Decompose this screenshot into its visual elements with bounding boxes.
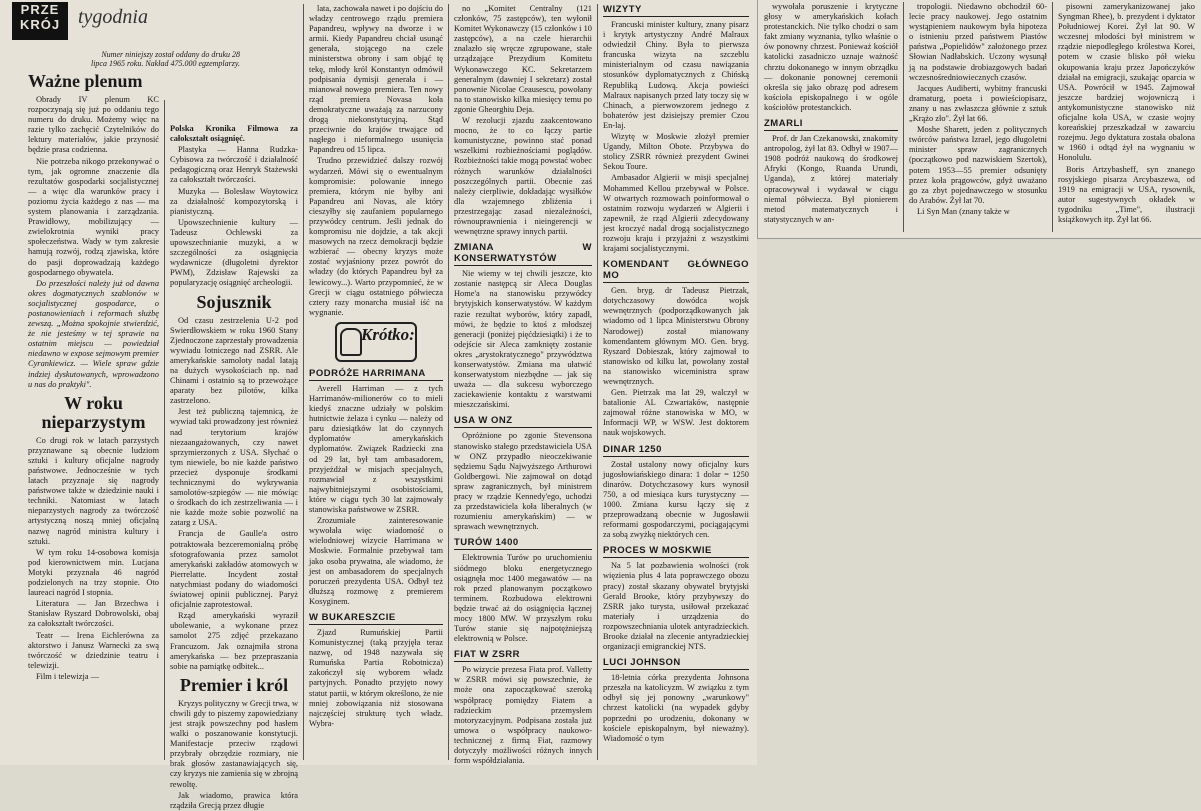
paragraph: Gen. bryg. dr Tadeusz Pietrzak, dotychczasowy dowódca wojsk wewnętrznych (podporządkowanych jak wiadomo od 1 lipca Ministerstwu Obrony Narodowej) został mianowany komendantem głównym MO. Gen. bryg. Ryszard Dobieszak, który zajmował to stanowisko od kilku lat, powołany został na stanowisko wiceministra spraw wewnętrznych. [603,286,749,386]
heading-sojusznik: Sojusznik [196,291,272,312]
paragraph: Po wizycie prezesa Fiata prof. Valletty w ZSRR mówi się powszechnie, że może ona zapoczątkować szeroką współpracę pomiędzy Fiatem a radzieckim przemysłem motoryzacyjnym. Podpisana została już umowa o współpracy naukowo-technicznej z firmą Fiat, razmowy dotyczyły możliwości różnych innych form współdziałania. [454,665,592,766]
paragraph: Teatr — Irena Eichlerówna za aktorstwo i Janusz Warnecki za swą twórczość w dziedzinie teatru i telewizji. [28,630,159,670]
heading-dinar: DINAR 1250 [603,444,749,457]
column-rule [903,2,904,232]
heading-turow: TURÓW 1400 [454,537,592,550]
hand-icon [340,328,362,356]
krotko-label: Krótko: [361,324,415,344]
paragraph: Gen. Pietrzak ma lat 29, walczył w batalionie AL Czwartaków, następnie zajmował różne stanowiska w MO, w Informacji WP, w WSW. Jest doktorem nauk wojskowych. [603,388,749,438]
paragraph: Averell Harriman — z tych Harrimanów-milionerów co to mieli kiedyś znaczne udziały w polskim hutnictwie żelaza i cynku — należy od paru dziesiątków lat do czynnych dyplomatów amerykańskich dyplomatów. Związek Radziecki zna od 29 lat, był tam ambasadorem, przyjeżdżał w misjach specjalnych, rozmawiał z wszystkimi najwybitniejszymi osobistościami, które w ciągu tych 30 lat zajmowały stanowiska państwowe w ZSRR. [309,383,443,515]
heading-podroze-harrimana: PODRÓŻE HARRIMANA [309,368,443,381]
paragraph: Film i telewizja — [36,671,100,681]
paragraph: Jacques Audiberti, wybitny francuski dramaturg, poeta i powieściopisarz, znany u nas zwłaszcza głównie z sztuk „Krążo zło". Żył lat 66. [909,83,1047,124]
paragraph: Trudno przewidzieć dalszy rozwój wydarzeń. Mówi się o ewentualnym kompromisie: polowanie innego premiera, którym nie byłby ani Papandreu ani Novas, ale który cieszyłby się zaufaniem popularnego przywódcy centrum. Jeśli jednak do kompromisu nie dojdzie, a tak akcji masowych na rzecz demokracji będzie wzbierać — obecny kryzys może zostać wyjaśniony przez powrót do władzy (do których Papandreu był za lewicowy...). Warto przypomnieć, że w Grecji w ciągu ostatniego półwiecza cztery razy monarcha musiał iść na wygnanie. [309,156,443,317]
column-3 [309,4,443,762]
paragraph: Plastyka — Hanna Rudzka-Cybisowa za twórczość i działalność pedagogiczną oraz Henryk Stażewski za całokształt twórczości. [170,145,298,185]
paragraph: Nie potrzeba nikogo przekonywać o tym, jak ogromne znaczenie dla rezultatów gospodarki socjalistycznej — a więc dla warunków pracy i poziomu życia każdego z nas — ma system planowania i zarządzania. Prawidłowy, mobilizujący — zwielokrotnia wyniki pracy społeczeństwa. Wady w tym zakresie hamują rozwój, rodzą zjawiska, które do pasji doprowadzają każdego gospodarnego obywatela. [28,156,159,277]
paragraph: Rząd amerykański wyraził ubolewanie, a wykonane przez samolot 275 zdjęć przekazano Francuzom. Jak oznajmiła strona amerykańska — bez przepraszania sobie na pamiątkę odbitek... [170,611,298,671]
paragraph: Zrozumiałe zainteresowanie wywołała więc wiadomość o wielodniowej wizycie Harrimana w Moskwie. Formalnie przebywał tam jako osoba prywatna, ale wiadomo, że jest on ambasadorem do specjalnych poruczeń prezydenta USA. Odbył też dłuższą rozmowę z premierem Kosyginem. [309,516,443,606]
print-note: Numer niniejszy został oddany do druku 28 lipca 1965 roku. Nakład 475.000 egzemplarzy. [90,50,240,68]
krotko-emblem [335,322,417,362]
heading-w-roku-nieparzystym: W roku nieparzystym [41,392,146,432]
paragraph: Od czasu zestrzelenia U-2 pod Swierdłowskiem w roku 1960 Stany Zjednoczone zaprzestały prowadzenia wywiadu lotniczego nad ZSRR. Ale amerykańskie samoloty nadal latają na dużych wysokościach np. nad Chinami i ostatnio są to przewożące aparaty bez pilotów, kilka zastrzelono. [170,315,298,406]
masthead-subtitle: tygodnia [78,6,148,28]
paragraph: Boris Artzybasheff, syn znanego rosyjskiego pisarza Arcybaszewa, od 1919 na emigracji w USA, rysownik, autor sugestywnych okładek w tygodniku „Time", ilustracji książkowych itp. Żył lat 66. [1058,164,1195,224]
heading-zmiana: ZMIANA W KONSERWATYSTÓW [454,242,592,265]
paragraph: Co drugi rok w latach parzystych przyznawane są obecnie ludziom sztuki i kultury oficjalne nagrody państwowe. Jednocześnie w tych latach przyznaje się nagrody państwowe także w dziedzinie nauki i techniki. Natomiast w latach nieparzystych nagrody za twórczość artystyczną noszą mniej oficjalną nazwę nagród ministra kultury i sztuki. [28,435,159,546]
heading-proces: PROCES W MOSKWIE [603,545,749,558]
column-rule [164,100,165,760]
paragraph: Nie wiemy w tej chwili jeszcze, kto zostanie następcą sir Aleca Douglas Home'a na stanowisku przywódcy brytyjskich konserwatystów. W każdym razie rezultat wyborów, który zapadł, mówi, że będzie to ktoś z młodszej generacji (poniżej pięćdziesiątki) i że to odejście sir Aleca zamknięty zostanie okres „arystokratycznego" przywództwa konserwatystów. Zmiana ma ułatwić konserwatystom niezbędne — jak się uważa — dla sukcesu wyborczego zaciekawienie kontaktu z warstwami mieszczańskimi. [454,269,592,410]
paragraph: Na 5 lat pozbawienia wolności (rok więzienia plus 4 lata poprawczego obozu pracy) został skazany obywatel brytyjski Gerald Brooke, który przybywszy do ZSRR jako turysta, usiłował przekazać materiały i urządzenia do rozpowszechniania ulotek antyradzieckich. Brooke działał na zlecenie antyradzieckiej organizacji emigranckiej NTS. [603,561,749,652]
paragraph: 18-letnia córka prezydenta Johnsona przeszła na katolicyzm. W związku z tym odbył się jej ponowny „warunkowy" chrzest katolicki (na wypadek gdyby poprzedni po urodzeniu, dokonany w kościele episkopalnym, był nieważny). Wiadomość o tym [603,673,749,743]
paragraph: lata, zachowała nawet i po dojściu do władzy centrowego rządu premiera Papandreu, wpływy na dworze i w armii. Kiedy Papandreu chciał usunąć generała, stojącego na czele ministerstwa obrony i sam objąć tę tekę, młody król Konstantyn odmówił podpisania dymisji generała i — mianował nowego premiera. Ten nowy rząd premiera Novasa koła demokratyczne uważają za narzucony drogą niekonstytucyjną. Stąd przeciwnie do krajów trwające od nagłego i nieformalnego usunięcia Papandreu od 15 lipca. [309,4,443,155]
right-column-2 [909,2,1047,234]
paragraph: Został ustalony nowy oficjalny kurs jugosłowiańskiego dinara: 1 dolar = 1250 dinarów. Dotychczasowy kurs wynosił 750, a od miesiąca kurs turystyczny — 1000. Zmiana kursu łączy się z przeprowadzaną obecnie w Jugosławii reformami gospodarczymi, pociągającymi za sobą zwyżkę niektórych cen. [603,459,749,540]
paragraph: Wizytę w Moskwie złożył premier Ugandy, Milton Obote. Przybywa do stolicy ZSRR również prezydent Gwinei Sekou Toure. [603,132,749,172]
heading-w-bukareszcie: W BUKARESZCIE [309,612,443,625]
paragraph: Li Syn Man (znany także w [917,206,1010,216]
column-5 [603,4,749,762]
paragraph: Literatura — Jan Brzechwa i Stanisław Ryszard Dobrowolski, obaj za całokształt twórczości. [28,599,159,629]
column-4 [454,4,592,766]
paragraph: Ambasador Algierii w misji specjalnej Mohammed Kellou przebywał w Polsce. W otwartych rozmowach poinformował o ostatnim rozwoju wydarzeń w Algierii i zapewnił, że rząd Algierii zdecydowany jest kroczyć nadal drogą socjalistycznego rozwoju kraju i przyjaźni z wszystkimi krajami socjalistycznymi. [603,173,749,254]
paragraph: wywołała poruszenie i krytyczne głosy w amerykańskich kołach protestanckich. Nie tylko chodzi o sam fakt zmiany wyznania, tylko właśnie o ów ponowny chrzest. Ponieważ kościół katolicki zasadniczo uznaje ważność chrztu dokonanego w innym obrządku — dokonanie ponownej ceremonii określa się jako obrazę pod adresem kościoła episkopalnego i w ogóle kościołów protestanckich. [764,2,898,112]
heading-premier-i-krol: Premier i król [179,674,289,695]
column-rule [597,4,598,760]
paragraph: Jak wiadomo, prawica która rządziła Grecją przez długie [170,790,298,810]
paragraph: Upowszechnienie kultury — Tadeusz Ochlewski za upowszechnianie muzyki, a w szczególności za osiągnięcia wydawnicze (długoletni dyrektor PWM), Zdzisław Rajewski za popularyzację osiągnięć archeologii. [170,217,298,288]
paragraph: Zjazd Rumuńskiej Partii Komunistycznej (taką przyjęła teraz nazwę, od 1948 nazywała się Rumuńska Partia Robotnicza) zakończył się wyborem władz partyjnych. Ponadto przyjęto nowy statut partii, w którym określono, że nie mniej zobowiązania niż stosowana najczęściej strukturę tych władz. Wybra- [309,627,443,728]
column-rule [1052,2,1053,232]
column-rule [303,4,304,760]
masthead [12,2,232,46]
logo-line2: KRÓJ [19,17,61,32]
heading-komendant: KOMENDANT GŁÓWNEGO MO [603,259,749,282]
column-rule [448,4,449,760]
heading-luci-johnson: LUCI JOHNSON [603,657,749,670]
paragraph: Jest też publiczną tajemnicą, że wywiad taki prowadzony jest również nad terytorium krajów niezaangażowanych, czy nawet sprzymierzonych z USA. Słychać o tym niewiele, bo nie każde państwo przecież dysponuje środkami technicznymi do wykrywania samolotów-szpiegów — nie mówiąc o środkach do ich zestrzeliwania — i nie każde może sobie pozwolić na zatarg z USA. [170,407,298,528]
paragraph: Polska Kronika Filmowa za całokształt osiągnięć. [170,124,298,144]
heading-zmarli: ZMARLI [764,118,898,131]
column-2 [170,124,299,810]
heading-wazne-plenum: Ważne plenum [28,71,143,91]
paragraph: Elektrownia Turów po uruchomieniu siódmego bloku energetycznego osiągnęła moc 1400 megawatów — na rok przed planowanym początkowo terminem. Rozbudowa elektrowni będzie trwać aż do osiągnięcia łącznej mocy 1800 MW. W przyszłym roku Turów stanie się najpotężniejszą elektrownią w Polsce. [454,553,592,644]
paragraph: Francja de Gaulle'a ostro potraktowała bezceremonialną próbę sfotografowania przez samolot amerykański zakładów atomowych w Pierrelatte. Incydent został natychmiast podany do wiadomości światowej opinii publicznej. Paryż oficjalnie zaprotestował. [170,529,298,610]
paragraph: pisowni zamerykanizowanej jako Syngman Rhee), b. prezydent i dyktator Południowej Korei. Żył lat 90. W wczesnej młodości był ministrem w rządzie niepodległego królestwa Korei, potem w czasie blisko pół wieku okupowania kraju przez Japończyków działał na emigracji, szukając oparcia w USA. Powrócił w 1945. Zajmował jeszcze bardziej wojowniczą i antykomunistyczne stanowisko niż oficjalne koła USA, w czasie wojny koreańskiej przeszkadzał w zawarciu rozejmu. Jego dyktatura została obalona w 1960 i odtąd żył na wygnaniu w Honolulu. [1058,2,1195,163]
right-page [757,0,1201,239]
paragraph: Do przeszłości należy już od dawna okres dogmatycznych szablonów w socjalistycznej gospodarce, o postanowieniach i reformach służbę zewszą. „Można spokojnie stwierdzić, że nie jesteśmy w tej sprawie na ostatnim miejscu — powiedział niedawno w expose sejmowym premier Cyrankiewicz. — Wiele spraw gdzie indziej dyskutowanych, wprowadzono u nas do praktyki". [28,278,159,389]
heading-wizyty: WIZYTY [603,4,749,17]
heading-usa-w-onz: USA W ONZ [454,415,592,428]
logo [12,2,68,40]
blank-background [758,239,1200,765]
paragraph: Muzyka — Bolesław Woytowicz za działalność kompozytorską i pianistyczną. [170,186,298,216]
right-column-1 [764,2,898,234]
paragraph: Opróżnione po zgonie Stevensona stanowisko stałego przedstawiciela USA w ONZ przypadło nieoczekiwanie sędziemu Sądu Najwyższego Arthurowi Goldbergowi. Nie zajmował on dotąd spraw zagranicznych, był ministrem pracy w rządzie Kennedy'ego, uchodzi za przedstawiciela koła liberalnych (w rozumieniu amerykańskim) — w sprawach wewnętrznych. [454,431,592,532]
paragraph: Kryzys polityczny w Grecji trwa, w chwili gdy to piszemy zapowiedziany jest strajk powszechny pod hasłem walki o poszanowanie konstytucji. Manifestacje przeciw rządowi przybrały obrzędzie rozmiary, nie brak głosów zastanawiających się, czy kryzys nie zamienia się w zbrojną rewoltę. [170,698,299,789]
paragraph: W tym roku 14-osobowa komisja pod kierownictwem min. Lucjana Motyki przyznała 46 nagród podzielonych na trzy stopnie. Oto laureaci nagród I stopnia. [28,547,159,598]
paragraph: Obrady IV plenum KC rozpoczynają się już po oddaniu tego numeru do druku. Możemy więc na razie tylko zachęcić Czytelników do lektury materiałów, jakie przynosić będzie prasa codzienna. [28,95,159,155]
paragraph: tropologii. Niedawno obchodził 60-lecie pracy naukowej. Jego ostatnim wystąpieniem naukowym była hipoteza o istnieniu przed państwem Piastów państwa „Popielidów" założonego przez Słowian Nadłabskich. Uczony wysunął ją na podstawie drobiazgowych badań wczesnośredniowiecznych czasów. [909,2,1047,82]
paragraph: Prof. dr Jan Czekanowski, znakomity antropolog, żył lat 83. Odbył w 1907—1908 podróż naukową do środkowej Afryki (Kongo, Ruanda Urundi, Uganda), z której materiały opracowywał i wydawał w ciągu niemal półwiecza. Był pionierem metod matematycznych i statystycznych w an- [764,134,898,224]
paragraph: Moshe Sharett, jeden z politycznych twórców państwa Izrael, jego długoletni minister spraw zagranicznych (początkowo pod nazwiskiem Szertok), potem 1953—55 premier odsunięty przez koła prągowców, gdyż uważano go za zbyt pojednawczego w stosunku do Arabów. Żył lat 70. [909,125,1047,205]
paragraph: Francuski minister kultury, znany pisarz i krytyk artystyczny André Malraux odwiedził Chiny. Była to pierwsza francuska wizyta na szczeblu ministerialnym od czasu nawiązania stosunków dyplomatycznych z Chińską Republiką Ludową. Akcja powieści Malraux napisanych przed laty toczy się w Chinach, a pierwowzorem jednego z bohaterów jest dzisiejszy premier Czou En-laj. [603,20,749,130]
right-column-3 [1058,2,1195,234]
paragraph: W rezolucji zjazdu zaakcentowano mocno, że to co łączy partie komunistyczne, powinno stać ponad wszelkimi rozbieżnościami poglądów. Rozbieżności takie mogą powstać wobec różnych warunków działalności poszczególnych partii. Obecnie zaś należy cierpliwie, dokładając wysiłków dla wzajemnego zbliżenia i przestrzegając zasad niezależności, równouprawnienia i nieingerencji w wewnętrzne sprawy innych partii. [454,116,592,237]
paragraph: no „Komitet Centralny (121 członków, 75 zastępców), ten wyłonił Komitet Wykonawczy (15 członków i 10 zastępców), a na czele hierarchii znalazło się wręcze zgrupowane, stałe urządzające Prezydium Komitetu Wykonawczego KC. Sekretarzem generalnym (dawniej I sekretarz) został ponownie Nicolae Ceausescu, powołany na to stanowisko kilka miesięcy temu po zgonie Gheorghiu Deja. [454,4,592,114]
logo-line1: PRZE [20,2,60,17]
heading-fiat: FIAT W ZSRR [454,649,592,662]
